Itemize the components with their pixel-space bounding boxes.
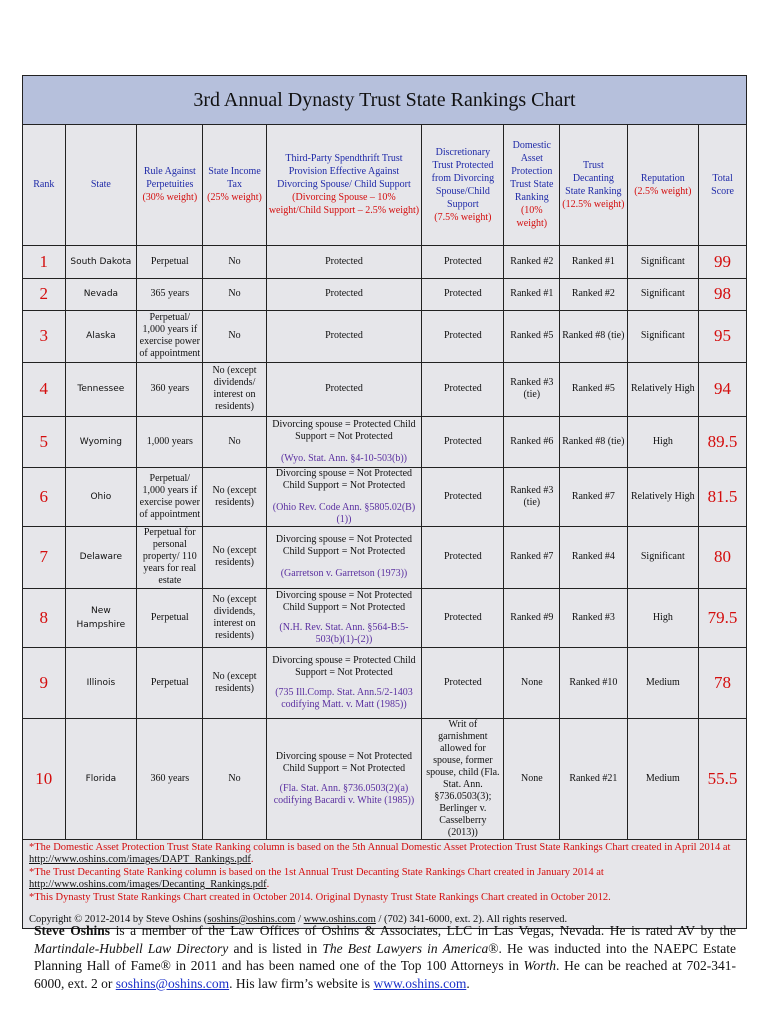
decanting-cell: Ranked #4 bbox=[560, 526, 627, 588]
header-spendthrift: Third-Party Spendthrift Trust Provision Effective Against Divorcing Spouse/ Child Support (Divorcing Spouse – 10% weight/Child Support – 2.5% weight) bbox=[266, 125, 422, 245]
state-cell: Wyoming bbox=[65, 416, 137, 467]
table-row bbox=[23, 718, 746, 839]
chart-title: 3rd Annual Dynasty Trust State Rankings Chart bbox=[23, 76, 746, 125]
table-row bbox=[23, 526, 746, 588]
total-score-cell: 94 bbox=[699, 362, 746, 416]
author-name: Steve Oshins bbox=[34, 923, 111, 938]
rank-cell: 7 bbox=[23, 526, 65, 588]
discretionary-cell: Protected bbox=[422, 416, 504, 467]
dapt-cell: Ranked #9 bbox=[504, 588, 560, 647]
income-tax-cell: No (except residents) bbox=[203, 647, 266, 718]
spendthrift-cell: Divorcing spouse = Not Protected Child Support = Not Protected (N.H. Rev. Stat. Ann. §564-B:5-503(b)(1)-(2)) bbox=[266, 588, 422, 647]
perpetuities-cell: Perpetual/ 1,000 years if exercise power of appointment bbox=[137, 467, 203, 526]
footnotes bbox=[23, 840, 746, 909]
footnote-decanting: *The Trust Decanting State Ranking column is based on the 1st Annual Trust Decanting State Rankings Chart created in January 2014 at http://www.oshins.com/images/Decanting_Rankings.pdf. bbox=[29, 866, 604, 890]
author-bio: Steve Oshins is a member of the Law Offices of Oshins & Associates, LLC in Las Vegas, Nevada. He is rated AV by the Martindale-Hubbell Law Directory and is listed in The Best Lawyers in America®. He was inducted into the NAEPC Estate Planning Hall of Fame® in 2011 and has been named one of the Top 100 Attorneys in Worth. He can be reached at 702-341-6000, ext. 2 or soshins@oshins.com. His law firm’s website is www.oshins.com. bbox=[34, 923, 736, 991]
discretionary-cell: Protected bbox=[422, 588, 504, 647]
perpetuities-cell: Perpetual bbox=[137, 647, 203, 718]
income-tax-cell: No (except residents) bbox=[203, 526, 266, 588]
spendthrift-cell: Divorcing spouse = Not Protected Child Support = Not Protected (Ohio Rev. Code Ann. §5805.02(B)(1)) bbox=[266, 467, 422, 526]
decanting-cell: Ranked #21 bbox=[560, 718, 627, 839]
statute-citation: (N.H. Rev. Stat. Ann. §564-B:5-503(b)(1)-(2)) bbox=[279, 621, 409, 645]
rank-cell: 2 bbox=[23, 278, 65, 310]
header-dapt: Domestic Asset Protection Trust State Ranking (10% weight) bbox=[504, 125, 560, 245]
dapt-cell: Ranked #3 (tie) bbox=[504, 362, 560, 416]
perpetuities-cell: 360 years bbox=[137, 362, 203, 416]
state-cell: South Dakota bbox=[65, 245, 137, 278]
reputation-cell: Medium bbox=[627, 718, 699, 839]
total-score-cell: 79.5 bbox=[699, 588, 746, 647]
table-row bbox=[23, 278, 746, 310]
table-row bbox=[23, 467, 746, 526]
decanting-cell: Ranked #5 bbox=[560, 362, 627, 416]
statute-citation: (Wyo. Stat. Ann. §4-10-503(b)) bbox=[280, 452, 407, 464]
rank-cell: 9 bbox=[23, 647, 65, 718]
copyright-email-link[interactable]: soshins@oshins.com bbox=[207, 914, 296, 925]
perpetuities-cell: Perpetual/ 1,000 years if exercise power of appointment bbox=[137, 310, 203, 362]
header-rank: Rank bbox=[23, 125, 65, 245]
decanting-cell: Ranked #10 bbox=[560, 647, 627, 718]
rankings-table bbox=[23, 125, 746, 840]
decanting-rankings-link[interactable]: http://www.oshins.com/images/Decanting_Rankings.pdf bbox=[29, 879, 267, 890]
rank-cell: 5 bbox=[23, 416, 65, 467]
spendthrift-cell: Protected bbox=[266, 310, 422, 362]
state-cell: Nevada bbox=[65, 278, 137, 310]
rank-cell: 10 bbox=[23, 718, 65, 839]
copyright-site-link[interactable]: www.oshins.com bbox=[303, 914, 376, 925]
decanting-cell: Ranked #8 (tie) bbox=[560, 416, 627, 467]
total-score-cell: 55.5 bbox=[699, 718, 746, 839]
spendthrift-cell: Divorcing spouse = Not Protected Child Support = Not Protected (Fla. Stat. Ann. §736.0503(2)(a) codifying Bacardi v. White (1985)) bbox=[266, 718, 422, 839]
rank-cell: 3 bbox=[23, 310, 65, 362]
spendthrift-cell: Protected bbox=[266, 245, 422, 278]
reputation-cell: Medium bbox=[627, 647, 699, 718]
state-cell: New Hampshire bbox=[65, 588, 137, 647]
dapt-cell: None bbox=[504, 718, 560, 839]
decanting-cell: Ranked #2 bbox=[560, 278, 627, 310]
perpetuities-cell: Perpetual bbox=[137, 588, 203, 647]
statute-citation: (735 Ill.Comp. Stat. Ann.5/2-1403 codifying Matt. v. Matt (1985)) bbox=[275, 686, 413, 710]
header-income-tax: State Income Tax (25% weight) bbox=[203, 125, 266, 245]
income-tax-cell: No bbox=[203, 718, 266, 839]
reputation-cell: Significant bbox=[627, 245, 699, 278]
footnote-dapt: *The Domestic Asset Protection Trust State Ranking column is based on the 5th Annual Domestic Asset Protection Trust State Rankings Chart created in April 2014 at http://www.oshins.com/images/DAPT_Rankings.pdf. bbox=[29, 841, 731, 865]
reputation-cell: Relatively High bbox=[627, 362, 699, 416]
state-cell: Florida bbox=[65, 718, 137, 839]
reputation-cell: Significant bbox=[627, 526, 699, 588]
copyright-line: Copyright © 2012-2014 by Steve Oshins (soshins@oshins.com / www.oshins.com / (702) 341-6000, ext. 2). All rights reserved. bbox=[29, 914, 568, 925]
discretionary-cell: Protected bbox=[422, 278, 504, 310]
dapt-cell: Ranked #6 bbox=[504, 416, 560, 467]
table-row bbox=[23, 362, 746, 416]
dapt-cell: None bbox=[504, 647, 560, 718]
discretionary-cell: Protected bbox=[422, 647, 504, 718]
spendthrift-cell: Protected bbox=[266, 278, 422, 310]
dapt-cell: Ranked #7 bbox=[504, 526, 560, 588]
discretionary-cell: Protected bbox=[422, 310, 504, 362]
decanting-cell: Ranked #8 (tie) bbox=[560, 310, 627, 362]
state-cell: Tennessee bbox=[65, 362, 137, 416]
dapt-cell: Ranked #3 (tie) bbox=[504, 467, 560, 526]
bio-site-link[interactable]: www.oshins.com bbox=[373, 975, 467, 991]
total-score-cell: 99 bbox=[699, 245, 746, 278]
reputation-cell: Significant bbox=[627, 278, 699, 310]
rank-cell: 6 bbox=[23, 467, 65, 526]
rank-cell: 4 bbox=[23, 362, 65, 416]
decanting-cell: Ranked #1 bbox=[560, 245, 627, 278]
dapt-cell: Ranked #1 bbox=[504, 278, 560, 310]
income-tax-cell: No (except residents) bbox=[203, 467, 266, 526]
discretionary-cell: Protected bbox=[422, 245, 504, 278]
header-total: Total Score bbox=[699, 125, 746, 245]
total-score-cell: 81.5 bbox=[699, 467, 746, 526]
table-row bbox=[23, 588, 746, 647]
table-row bbox=[23, 245, 746, 278]
dapt-cell: Ranked #5 bbox=[504, 310, 560, 362]
statute-citation: (Garretson v. Garretson (1973)) bbox=[280, 568, 408, 579]
discretionary-cell: Protected bbox=[422, 526, 504, 588]
header-state: State bbox=[65, 125, 137, 245]
total-score-cell: 78 bbox=[699, 647, 746, 718]
rank-cell: 1 bbox=[23, 245, 65, 278]
income-tax-cell: No bbox=[203, 416, 266, 467]
total-score-cell: 80 bbox=[699, 526, 746, 588]
income-tax-cell: No (except dividends, interest on residents) bbox=[203, 588, 266, 647]
spendthrift-cell: Divorcing spouse = Protected Child Support = Not Protected (735 Ill.Comp. Stat. Ann.5/2-1403 codifying Matt. v. Matt (1985)) bbox=[266, 647, 422, 718]
rank-cell: 8 bbox=[23, 588, 65, 647]
total-score-cell: 89.5 bbox=[699, 416, 746, 467]
spendthrift-cell: Divorcing spouse = Protected Child Support = Not Protected (Wyo. Stat. Ann. §4-10-503(b)) bbox=[266, 416, 422, 467]
dapt-rankings-link[interactable]: http://www.oshins.com/images/DAPT_Rankings.pdf bbox=[29, 854, 251, 865]
header-decanting: Trust Decanting State Ranking (12.5% weight) bbox=[560, 125, 627, 245]
rankings-chart bbox=[22, 75, 747, 929]
perpetuities-cell: Perpetual for personal property/ 110 years for real estate bbox=[137, 526, 203, 588]
total-score-cell: 95 bbox=[699, 310, 746, 362]
spendthrift-cell: Protected bbox=[266, 362, 422, 416]
reputation-cell: High bbox=[627, 588, 699, 647]
reputation-cell: High bbox=[627, 416, 699, 467]
decanting-cell: Ranked #3 bbox=[560, 588, 627, 647]
perpetuities-cell: 365 years bbox=[137, 278, 203, 310]
discretionary-cell: Protected bbox=[422, 362, 504, 416]
table-row bbox=[23, 416, 746, 467]
bio-email-link[interactable]: soshins@oshins.com bbox=[115, 975, 230, 991]
header-perpetuities: Rule Against Perpetuities (30% weight) bbox=[137, 125, 203, 245]
dapt-cell: Ranked #2 bbox=[504, 245, 560, 278]
state-cell: Ohio bbox=[65, 467, 137, 526]
state-cell: Alaska bbox=[65, 310, 137, 362]
perpetuities-cell: Perpetual bbox=[137, 245, 203, 278]
statute-citation: (Ohio Rev. Code Ann. §5805.02(B)(1)) bbox=[272, 501, 416, 525]
reputation-cell: Relatively High bbox=[627, 467, 699, 526]
statute-citation: (Fla. Stat. Ann. §736.0503(2)(a) codifying Bacardi v. White (1985)) bbox=[273, 782, 415, 806]
table-row bbox=[23, 647, 746, 718]
perpetuities-cell: 1,000 years bbox=[137, 416, 203, 467]
income-tax-cell: No bbox=[203, 310, 266, 362]
total-score-cell: 98 bbox=[699, 278, 746, 310]
income-tax-cell: No (except dividends/ interest on residents) bbox=[203, 362, 266, 416]
income-tax-cell: No bbox=[203, 245, 266, 278]
header-reputation: Reputation (2.5% weight) bbox=[627, 125, 699, 245]
footnote-dynasty: *This Dynasty Trust State Rankings Chart created in October 2014. Original Dynasty Trust State Rankings Chart created in October 2012. bbox=[29, 891, 611, 903]
reputation-cell: Significant bbox=[627, 310, 699, 362]
discretionary-cell: Writ of garnishment allowed for spouse, former spouse, child (Fla. Stat. Ann. §736.0503(3); Berlinger v. Casselberry (2013)) bbox=[422, 718, 504, 839]
perpetuities-cell: 360 years bbox=[137, 718, 203, 839]
table-row bbox=[23, 310, 746, 362]
decanting-cell: Ranked #7 bbox=[560, 467, 627, 526]
header-discretionary: Discretionary Trust Protected from Divorcing Spouse/Child Support (7.5% weight) bbox=[422, 125, 504, 245]
discretionary-cell: Protected bbox=[422, 467, 504, 526]
state-cell: Delaware bbox=[65, 526, 137, 588]
spendthrift-cell: Divorcing spouse = Not Protected Child Support = Not Protected (Garretson v. Garretson (1973)) bbox=[266, 526, 422, 588]
state-cell: Illinois bbox=[65, 647, 137, 718]
income-tax-cell: No bbox=[203, 278, 266, 310]
